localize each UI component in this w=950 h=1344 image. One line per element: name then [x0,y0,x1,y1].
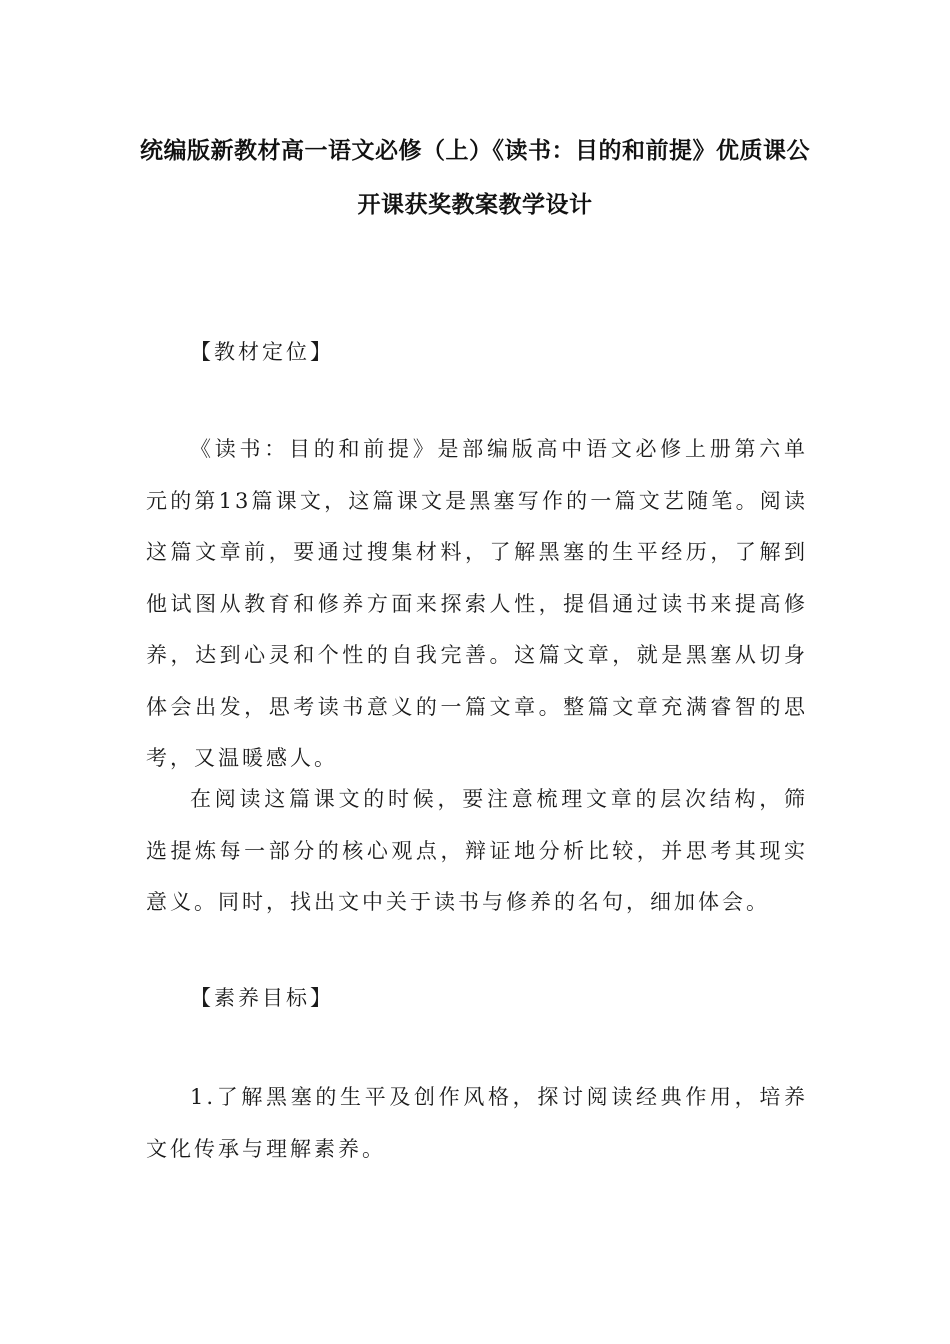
document-title [120,124,830,232]
paragraph-goal-1: 1.了解黑塞的生平及创作风格，探讨阅读经典作用，培养文化传承与理解素养。 [146,1085,808,1161]
title-line-1: 统编版新教材高一语文必修（上）《读书：目的和前提》优质课公 [140,138,810,164]
section-heading-literacy-goals: 【素养目标】 [190,986,334,1010]
section-heading-textbook-positioning: 【教材定位】 [190,340,334,364]
paragraph-textbook-positioning: 《读书：目的和前提》是部编版高中语文必修上册第六单元的第13篇课文，这篇课文是黑塞写作的一篇文艺随笔。阅读这篇文章前，要通过搜集材料，了解黑塞的生平经历，了解到他试图从教育和修养方面来探索人性，提倡通过读书来提高修养，达到心灵和个性的自我完善。这篇文章，就是黑塞从切身体会出发，思考读书意义的一篇文章。整篇文章充满睿智的思考，又温暖感人。 [146,437,808,770]
title-line-2: 开课获奖教案教学设计 [357,192,593,218]
paragraph-reading-guidance: 在阅读这篇课文的时候，要注意梳理文章的层次结构，筛选提炼每一部分的核心观点，辩证地分析比较，并思考其现实意义。同时，找出文中关于读书与修养的名句，细加体会。 [146,787,808,914]
